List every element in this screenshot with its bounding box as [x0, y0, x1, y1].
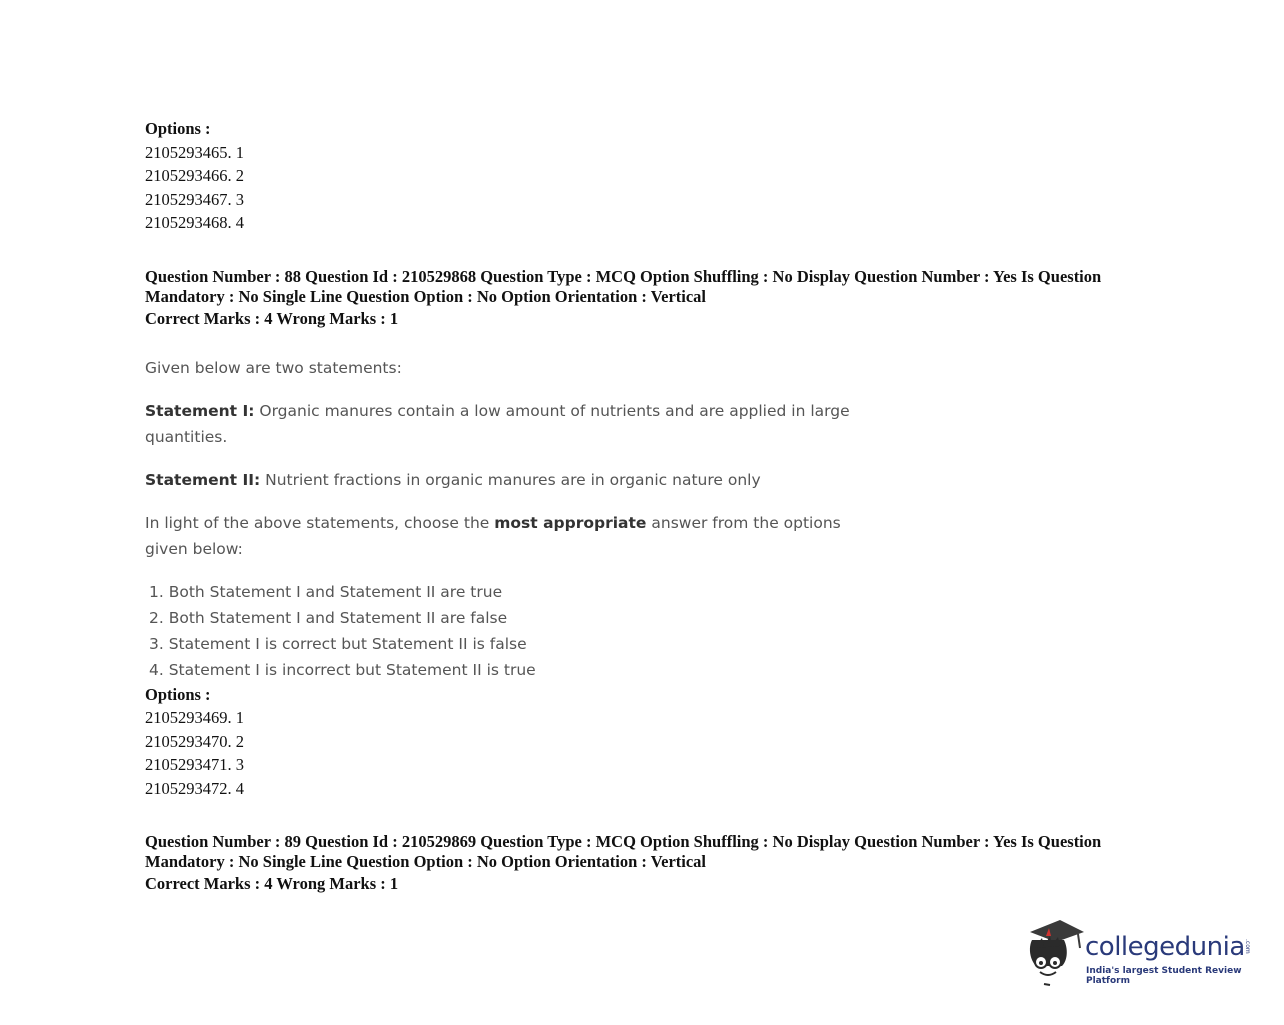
- question-meta: [145, 832, 1155, 872]
- options-label: Options :: [145, 684, 211, 704]
- collegedunia-logo[interactable]: [1022, 918, 1262, 990]
- option-item: 2105293468. 4: [145, 213, 244, 232]
- options-label: Options :: [145, 119, 211, 138]
- question-prompt: [145, 510, 875, 562]
- prompt-bold: most appropriate: [494, 513, 647, 532]
- statement-1-label: Statement I:: [145, 401, 255, 420]
- option-item: 2105293465. 1: [145, 142, 244, 162]
- answer-choice: 2. Both Statement I and Statement II are false: [149, 608, 508, 627]
- options-block: [145, 683, 1155, 801]
- question-meta-line2: Mandatory : No Single Line Question Option : No Option Orientation : Vertical: [145, 852, 707, 871]
- options-block-prev: [145, 117, 1155, 235]
- logo-com: .com: [1244, 939, 1251, 954]
- question-meta: [145, 267, 1155, 307]
- question-meta-line1: Question Number : 88 Question Id : 210529868 Question Type : MCQ Option Shuffling : No Display Question Number : Yes Is Question: [145, 266, 1102, 286]
- statement-1-text: Organic manures contain a low amount of nutrients and are applied in large quantities.: [145, 401, 850, 446]
- option-item: 2105293467. 3: [145, 189, 244, 209]
- option-item: 2105293472. 4: [145, 778, 244, 798]
- page-content: [145, 117, 1155, 896]
- prompt-pre: In light of the above statements, choose the: [145, 513, 495, 532]
- question-meta-line2: Mandatory : No Single Line Question Option : No Option Orientation : Vertical: [145, 286, 707, 306]
- collegedunia-mascot-icon: [1022, 918, 1086, 990]
- statement-2: [145, 467, 875, 493]
- question-intro: Given below are two statements:: [145, 358, 402, 377]
- answer-choice: 3. Statement I is correct but Statement II is false: [149, 634, 527, 653]
- option-item: 2105293470. 2: [145, 731, 244, 751]
- question-88: [145, 267, 1155, 801]
- option-item: 2105293466. 2: [145, 166, 244, 185]
- question-89: [145, 832, 1155, 896]
- statement-1: [145, 398, 875, 450]
- logo-wordmark: collegedunia: [1085, 932, 1245, 962]
- question-meta-line1: Question Number : 89 Question Id : 210529869 Question Type : MCQ Option Shuffling : No Display Question Number : Yes Is Question: [145, 832, 1102, 851]
- answer-choice: 1. Both Statement I and Statement II are true: [149, 582, 503, 601]
- prompt-post: answer from the options given below:: [145, 513, 841, 558]
- question-marks: Correct Marks : 4 Wrong Marks : 1: [145, 308, 399, 328]
- logo-tagline: India's largest Student Review Platform: [1086, 966, 1242, 986]
- statement-2-label: Statement II:: [145, 470, 261, 489]
- option-item: 2105293469. 1: [145, 708, 244, 727]
- question-marks: Correct Marks : 4 Wrong Marks : 1: [145, 874, 399, 893]
- option-item: 2105293471. 3: [145, 755, 244, 774]
- answer-choice: 4. Statement I is incorrect but Statement II is true: [149, 660, 536, 679]
- statement-2-text: Nutrient fractions in organic manures are in organic nature only: [260, 470, 761, 489]
- answer-choices: [145, 579, 1155, 683]
